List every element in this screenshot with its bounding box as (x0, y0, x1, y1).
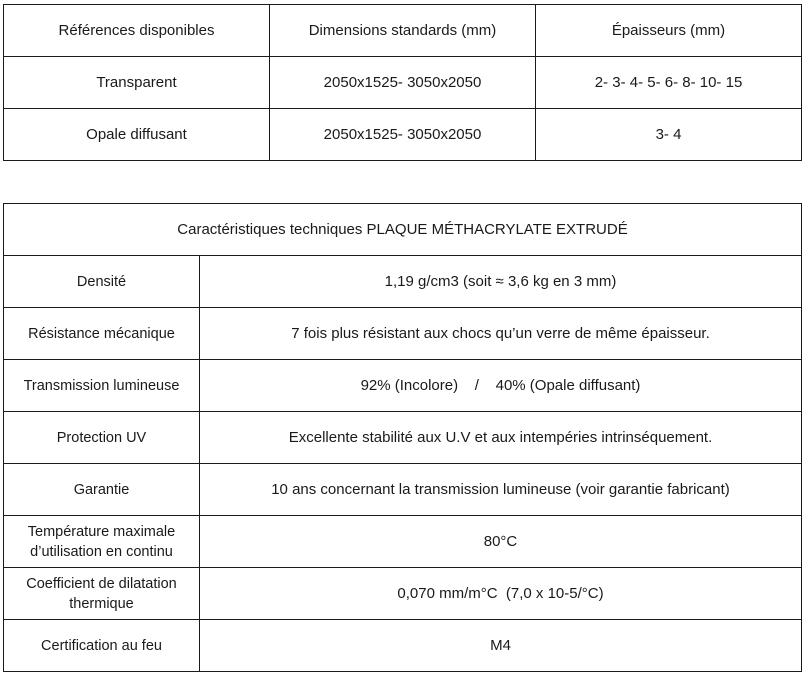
spec-label: Densité (4, 256, 200, 308)
table-row (4, 516, 802, 568)
references-header-row (4, 5, 802, 57)
spec-value: Excellente stabilité aux U.V et aux intempéries intrinséquement. (200, 412, 802, 464)
spec-value: 80°C (200, 516, 802, 568)
spec-label: Résistance mécanique (4, 308, 200, 360)
spec-label: Protection UV (4, 412, 200, 464)
table-row (4, 360, 802, 412)
dimensions-cell: 2050x1525- 3050x2050 (270, 57, 536, 109)
spec-value: 0,070 mm/m°C (7,0 x 10-5/°C) (200, 568, 802, 620)
spec-label: Certification au feu (4, 620, 200, 672)
spec-value: 1,19 g/cm3 (soit ≈ 3,6 kg en 3 mm) (200, 256, 802, 308)
table-row (4, 412, 802, 464)
specs-table (3, 203, 802, 672)
thickness-cell: 3- 4 (536, 109, 802, 161)
specs-title-row (4, 204, 802, 256)
spec-label: Garantie (4, 464, 200, 516)
table-row (4, 568, 802, 620)
spec-label: Coefficient de dilatation thermique (4, 568, 200, 620)
spec-value: 10 ans concernant la transmission lumineuse (voir garantie fabricant) (200, 464, 802, 516)
reference-cell: Opale diffusant (4, 109, 270, 161)
references-table (3, 4, 802, 161)
table-row (4, 620, 802, 672)
spec-value: 92% (Incolore) / 40% (Opale diffusant) (200, 360, 802, 412)
table-row (4, 109, 802, 161)
reference-cell: Transparent (4, 57, 270, 109)
dimensions-cell: 2050x1525- 3050x2050 (270, 109, 536, 161)
header-references: Références disponibles (4, 5, 270, 57)
spec-label: Transmission lumineuse (4, 360, 200, 412)
header-dimensions: Dimensions standards (mm) (270, 5, 536, 57)
thickness-cell: 2- 3- 4- 5- 6- 8- 10- 15 (536, 57, 802, 109)
table-row (4, 256, 802, 308)
spec-value: M4 (200, 620, 802, 672)
spec-label: Température maximale d’utilisation en continu (4, 516, 200, 568)
table-row (4, 57, 802, 109)
table-row (4, 308, 802, 360)
table-row (4, 464, 802, 516)
spec-value: 7 fois plus résistant aux chocs qu’un verre de même épaisseur. (200, 308, 802, 360)
specs-title: Caractéristiques techniques PLAQUE MÉTHACRYLATE EXTRUDÉ (4, 204, 802, 256)
header-thickness: Épaisseurs (mm) (536, 5, 802, 57)
